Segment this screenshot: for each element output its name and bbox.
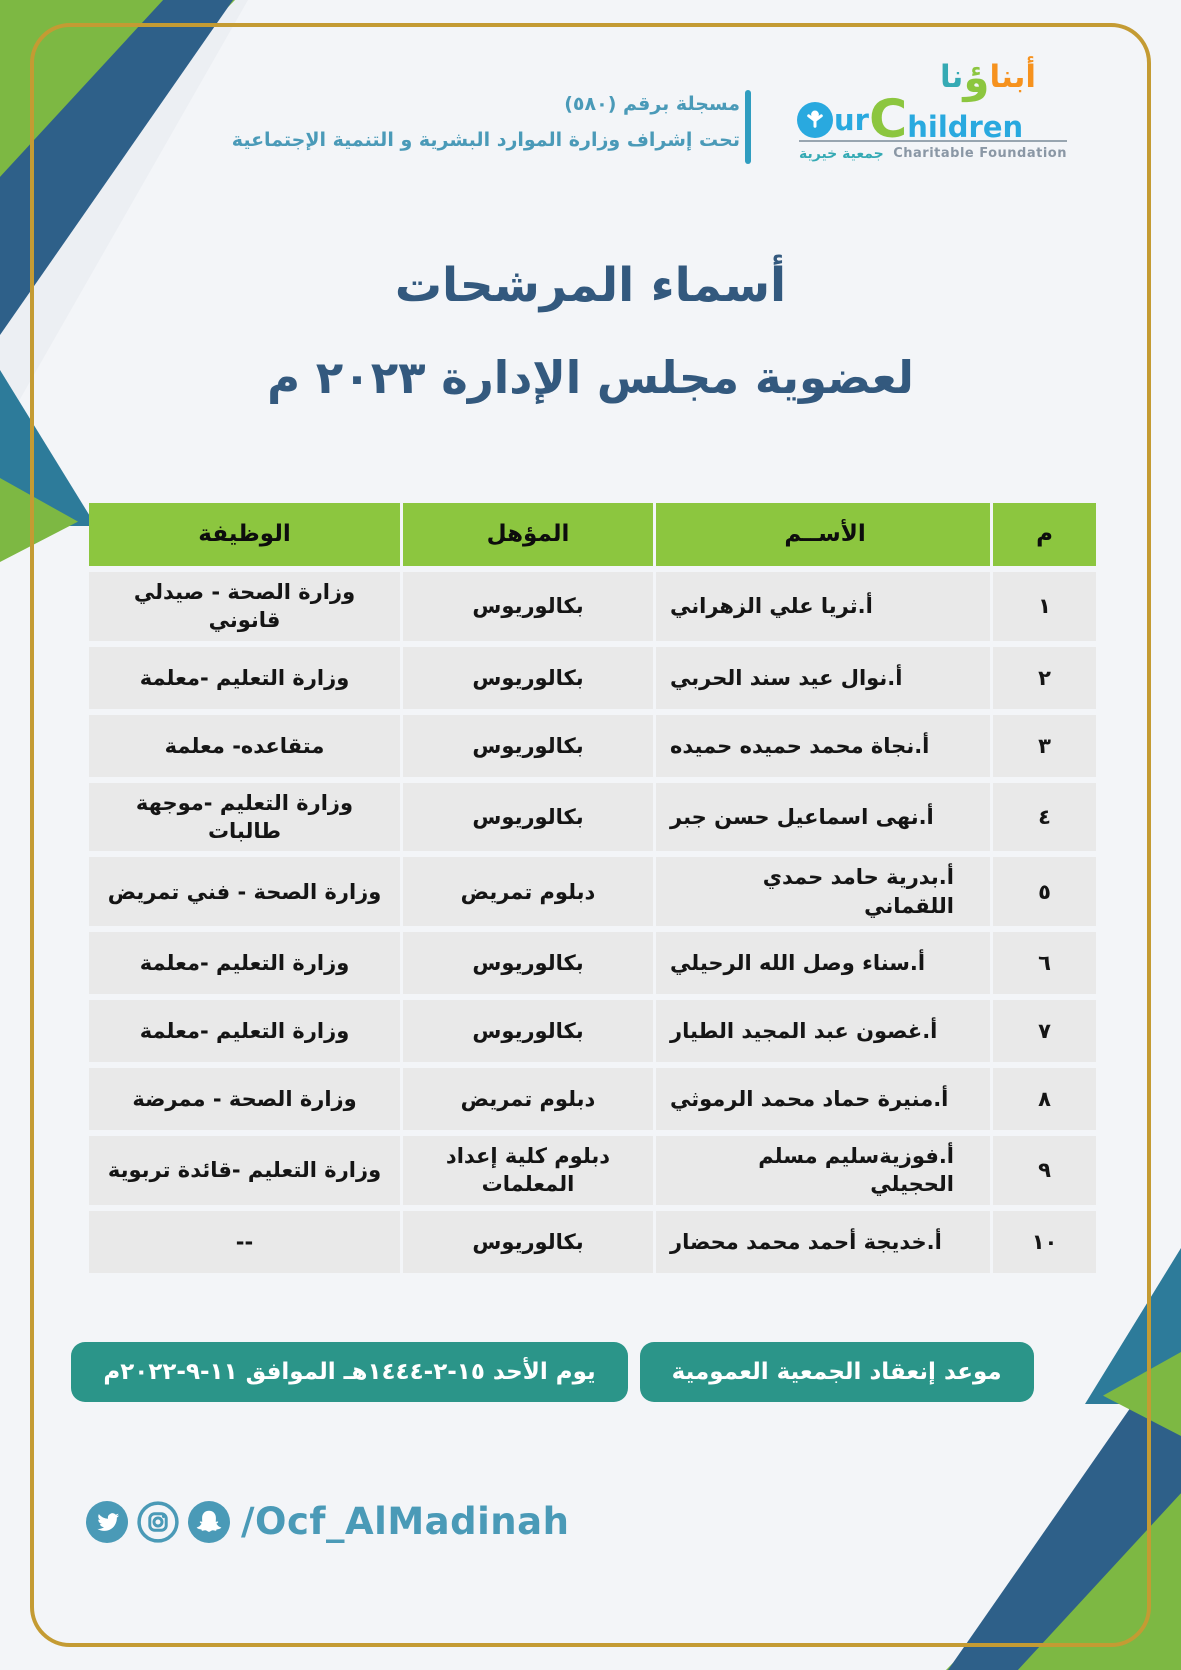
page-title-line1: أسماء المرشحات bbox=[394, 258, 787, 313]
header-qualification: المؤهل bbox=[403, 503, 653, 566]
org-name-arabic bbox=[940, 52, 1036, 102]
table-body bbox=[85, 572, 1096, 1279]
cell-qualification: بكالوريوس bbox=[403, 715, 653, 777]
cell-job: متقاعده- معلمة bbox=[89, 715, 400, 777]
cell-name: أ.بدرية حامد حمدي اللقماني bbox=[656, 857, 990, 926]
cell-qualification: دبلوم كلية إعداد المعلمات bbox=[403, 1136, 653, 1205]
cell-job: وزارة التعليم -معلمة bbox=[89, 932, 400, 994]
org-tagline-english: Charitable Foundation bbox=[893, 146, 1067, 161]
cell-job: وزارة التعليم -قائدة تربوية bbox=[89, 1136, 400, 1205]
cell-num: ١٠ bbox=[993, 1211, 1096, 1273]
cell-name: أ.خديجة أحمد محمد محضار bbox=[656, 1211, 990, 1273]
cell-num: ٢ bbox=[993, 647, 1096, 709]
registration-number: مسجلة برقم (٥٨٠) bbox=[564, 93, 740, 115]
table-row bbox=[85, 1000, 1096, 1062]
registration-info bbox=[232, 86, 740, 158]
cell-qualification: دبلوم تمريض bbox=[403, 857, 653, 926]
cell-name: أ.نهى اسماعيل حسن جبر bbox=[656, 783, 990, 852]
cell-name: أ.ثريا علي الزهراني bbox=[656, 572, 990, 641]
social-media-bar bbox=[86, 1500, 569, 1543]
cell-qualification: بكالوريوس bbox=[403, 783, 653, 852]
cell-num: ٩ bbox=[993, 1136, 1096, 1205]
header-num: م bbox=[993, 503, 1096, 566]
table-row bbox=[85, 715, 1096, 777]
table-row bbox=[85, 857, 1096, 926]
table-row bbox=[85, 1136, 1096, 1205]
table-row bbox=[85, 572, 1096, 641]
cell-num: ٣ bbox=[993, 715, 1096, 777]
cell-job: وزارة الصحة - صيدلي قانوني bbox=[89, 572, 400, 641]
org-logo bbox=[797, 53, 1072, 174]
org-taglines bbox=[799, 140, 1067, 162]
meeting-date-button[interactable]: يوم الأحد ١٥-٢-١٤٤٤هـ الموافق ١١-٩-٢٠٢٢م bbox=[71, 1342, 627, 1402]
cell-qualification: بكالوريوس bbox=[403, 1000, 653, 1062]
org-name-children: Children bbox=[868, 90, 1024, 150]
cell-name: أ.فوزيةسليم مسلم الحجيلي bbox=[656, 1136, 990, 1205]
table-row bbox=[85, 647, 1096, 709]
org-name-arabic-part3: نا bbox=[940, 59, 964, 95]
table-row bbox=[85, 932, 1096, 994]
page-title-line2: لعضوية مجلس الإدارة ٢٠٢٣ م bbox=[267, 351, 914, 404]
cell-name: أ.نوال عيد سند الحربي bbox=[656, 647, 990, 709]
instagram-icon[interactable] bbox=[137, 1501, 179, 1543]
cell-num: ٤ bbox=[993, 783, 1096, 852]
org-name-arabic-part1: أبنا bbox=[989, 59, 1036, 95]
cell-qualification: بكالوريوس bbox=[403, 572, 653, 641]
header-job: الوظيفة bbox=[89, 503, 400, 566]
cell-name: أ.منيرة حماد محمد الرموثي bbox=[656, 1068, 990, 1130]
cell-num: ٨ bbox=[993, 1068, 1096, 1130]
table-row bbox=[85, 783, 1096, 852]
cell-job: وزارة التعليم -معلمة bbox=[89, 647, 400, 709]
social-handle[interactable]: /Ocf_AlMadinah bbox=[241, 1500, 570, 1543]
registration-supervision: تحت إشراف وزارة الموارد البشرية و التنمية الإجتماعية bbox=[231, 129, 740, 151]
table-row bbox=[85, 1068, 1096, 1130]
meeting-info-bar bbox=[0, 1342, 1105, 1402]
cell-num: ٧ bbox=[993, 1000, 1096, 1062]
header bbox=[0, 0, 1181, 200]
cell-qualification: دبلوم تمريض bbox=[403, 1068, 653, 1130]
header-name: الأســم bbox=[656, 503, 990, 566]
cell-job: وزارة التعليم -معلمة bbox=[89, 1000, 400, 1062]
org-tagline-arabic: جمعية خيرية bbox=[799, 146, 884, 162]
child-in-circle-icon bbox=[797, 102, 833, 138]
cell-num: ٦ bbox=[993, 932, 1096, 994]
cell-num: ١ bbox=[993, 572, 1096, 641]
cell-job: وزارة الصحة - فني تمريض bbox=[89, 857, 400, 926]
cell-name: أ.نجاة محمد حميده حميده bbox=[656, 715, 990, 777]
cell-job: وزارة الصحة - ممرضة bbox=[89, 1068, 400, 1130]
cell-qualification: بكالوريوس bbox=[403, 1211, 653, 1273]
meeting-label-button[interactable]: موعد إنعقاد الجمعية العمومية bbox=[640, 1342, 1034, 1402]
cell-num: ٥ bbox=[993, 857, 1096, 926]
snapchat-icon[interactable] bbox=[188, 1501, 230, 1543]
cell-job: وزارة التعليم -موجهة طالبات bbox=[89, 783, 400, 852]
table-header-row bbox=[85, 503, 1096, 566]
cell-job: -- bbox=[89, 1211, 400, 1273]
twitter-icon[interactable] bbox=[86, 1501, 128, 1543]
cell-name: أ.غصون عبد المجيد الطيار bbox=[656, 1000, 990, 1062]
org-name-our-suffix: ur bbox=[834, 103, 869, 137]
candidates-table bbox=[85, 503, 1096, 1279]
page-title bbox=[0, 258, 1181, 404]
table-row bbox=[85, 1211, 1096, 1273]
cell-name: أ.سناء وصل الله الرحيلي bbox=[656, 932, 990, 994]
cell-qualification: بكالوريوس bbox=[403, 647, 653, 709]
registration-divider-bar bbox=[745, 90, 751, 164]
org-name-arabic-part2: ؤ bbox=[963, 53, 990, 102]
cell-qualification: بكالوريوس bbox=[403, 932, 653, 994]
